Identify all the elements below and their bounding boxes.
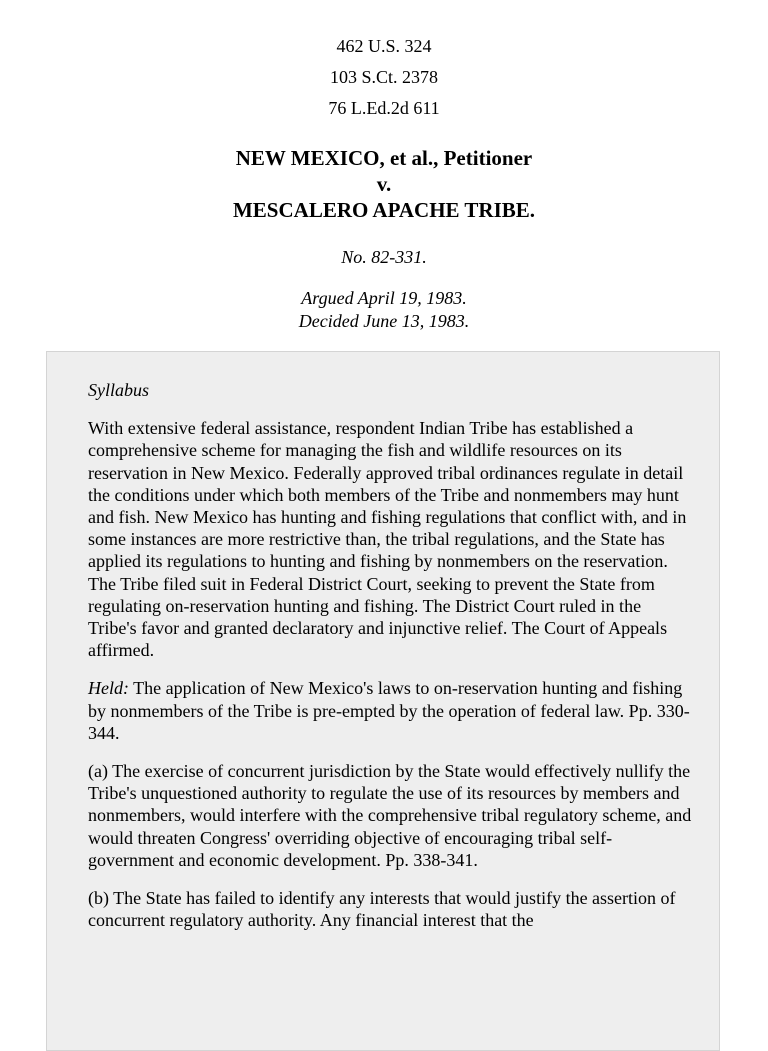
case-dates <box>0 287 768 333</box>
syllabus-paragraph-facts: With extensive federal assistance, respondent Indian Tribe has established a comprehensive scheme for managing the fish and wildlife resources on its reservation in New Mexico. Federally approved tribal ordinances regulate in detail the conditions under which both members of the Tribe and nonmembers may hunt and fish. New Mexico has hunting and fishing regulations that conflict with, and in some instances are more restrictive than, the tribal regulations, and the State has applied its regulations to hunting and fishing by nonmembers on the reservation. The Tribe filed suit in Federal District Court, seeking to prevent the State from regulating on-reservation hunting and fishing. The District Court ruled in the Tribe's favor and granted declaratory and injunctive relief. The Court of Appeals affirmed. <box>88 418 687 661</box>
citation-lawyers-edition: 76 L.Ed.2d 611 <box>328 98 440 118</box>
held-text: The application of New Mexico's laws to on-reservation hunting and fishing by nonmembers of the Tribe is pre-empted by the operation of federal law. Pp. 330-344. <box>88 678 690 743</box>
syllabus-panel <box>46 351 720 1051</box>
docket-number: No. 82-331. <box>341 247 427 267</box>
citation-supreme-court-reporter: 103 S.Ct. 2378 <box>329 67 439 87</box>
respondent-name: MESCALERO APACHE TRIBE. <box>232 198 536 222</box>
argued-date: Argued April 19, 1983. <box>301 288 467 308</box>
syllabus-heading: Syllabus <box>88 380 149 400</box>
syllabus-content <box>88 379 692 947</box>
syllabus-paragraph-b: (b) The State has failed to identify any interests that would justify the assertion of concurrent regulatory authority. Any financial interest that the <box>88 888 676 931</box>
petitioner-name: NEW MEXICO, et al., Petitioner <box>235 146 533 170</box>
citation-us-reports: 462 U.S. 324 <box>336 36 432 56</box>
syllabus-paragraph-held <box>88 677 692 744</box>
syllabus-paragraph-a: (a) The exercise of concurrent jurisdiction by the State would effectively nullify the Tribe's unquestioned authority to regulate the use of its resources by members and nonmembers, would interfere with the comprehensive tribal regulatory scheme, and would threaten Congress' overriding objective of encouraging tribal self-government and economic development. Pp. 338-341. <box>88 761 692 870</box>
held-label: Held: <box>88 678 129 699</box>
versus-label: v. <box>376 172 392 196</box>
case-title <box>0 145 768 223</box>
decided-date: Decided June 13, 1983. <box>298 311 470 331</box>
